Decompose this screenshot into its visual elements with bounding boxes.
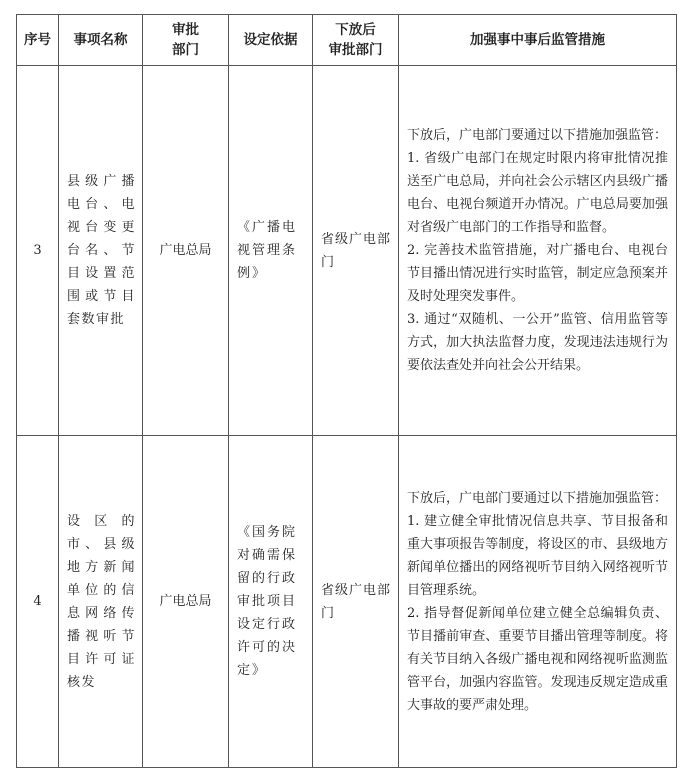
- header-name: 事项名称: [59, 15, 143, 66]
- measure-paragraph: 3. 通过“双随机、一公开”监管、信用监管等方式，加大执法监督力度，发现违法违规行为要依法查处并向社会公开结果。: [407, 312, 668, 373]
- header-basis: 设定依据: [229, 15, 313, 66]
- cell-lower-dept: 省级广电部门: [313, 66, 399, 436]
- cell-basis: 《广播电视管理条例》: [229, 66, 313, 436]
- measure-paragraph: 1. 建立健全审批情况信息共享、节目报备和重大事项报告等制度，将设区的市、县级地方新闻单位播出的网络视听节目纳入网络视听节目管理系统。: [407, 513, 668, 598]
- header-measures: 加强事中事后监管措施: [399, 15, 677, 66]
- header-lower-text: 下放后 审批部门: [328, 22, 383, 58]
- cell-dept: 广电总局: [143, 436, 229, 768]
- cell-no: 3: [17, 66, 59, 436]
- header-row: [17, 15, 677, 66]
- approval-items-table: [16, 14, 677, 768]
- table-row: [17, 436, 677, 768]
- measure-paragraph: 2. 完善技术监管措施，对广播电台、电视台节目播出情况进行实时监管，制定应急预案并及时处理突发事件。: [407, 243, 668, 304]
- measure-paragraph: 下放后，广电部门要通过以下措施加强监管：: [407, 128, 668, 143]
- table-row: [17, 66, 677, 436]
- cell-dept: 广电总局: [143, 66, 229, 436]
- cell-measures: [399, 66, 677, 436]
- header-dept: [143, 15, 229, 66]
- measure-paragraph: 下放后，广电部门要通过以下措施加强监管：: [407, 490, 668, 506]
- header-dept-text: 审批 部门: [172, 22, 199, 58]
- cell-no: 4: [17, 436, 59, 768]
- cell-measures: [399, 436, 677, 768]
- cell-name: 设区的市、县级地方新闻单位的信息网络传播视听节目许可证核发: [59, 436, 143, 768]
- cell-basis: 《国务院对确需保留的行政审批项目设定行政许可的决定》: [229, 436, 313, 768]
- cell-name: 县级广播电台、电视台变更台名、节目设置范围或节目套数审批: [59, 66, 143, 436]
- measure-paragraph: 2. 指导督促新闻单位建立健全总编辑负责、节目播前审查、重要节目播出管理等制度。将有关节目纳入各级广播电视和网络视听监测监管平台，加强内容监管。发现违反规定造成重大事故的要严肃处理。: [407, 605, 668, 713]
- header-lower: [313, 15, 399, 66]
- measure-paragraph: 1. 省级广电部门在规定时限内将审批情况推送至广电总局，并向社会公示辖区内县级广播电台、电视台频道开办情况。广电总局要加强对省级广电部门的工作指导和监督。: [407, 151, 668, 235]
- header-no: 序号: [17, 15, 59, 66]
- cell-lower-dept: 省级广电部门: [313, 436, 399, 768]
